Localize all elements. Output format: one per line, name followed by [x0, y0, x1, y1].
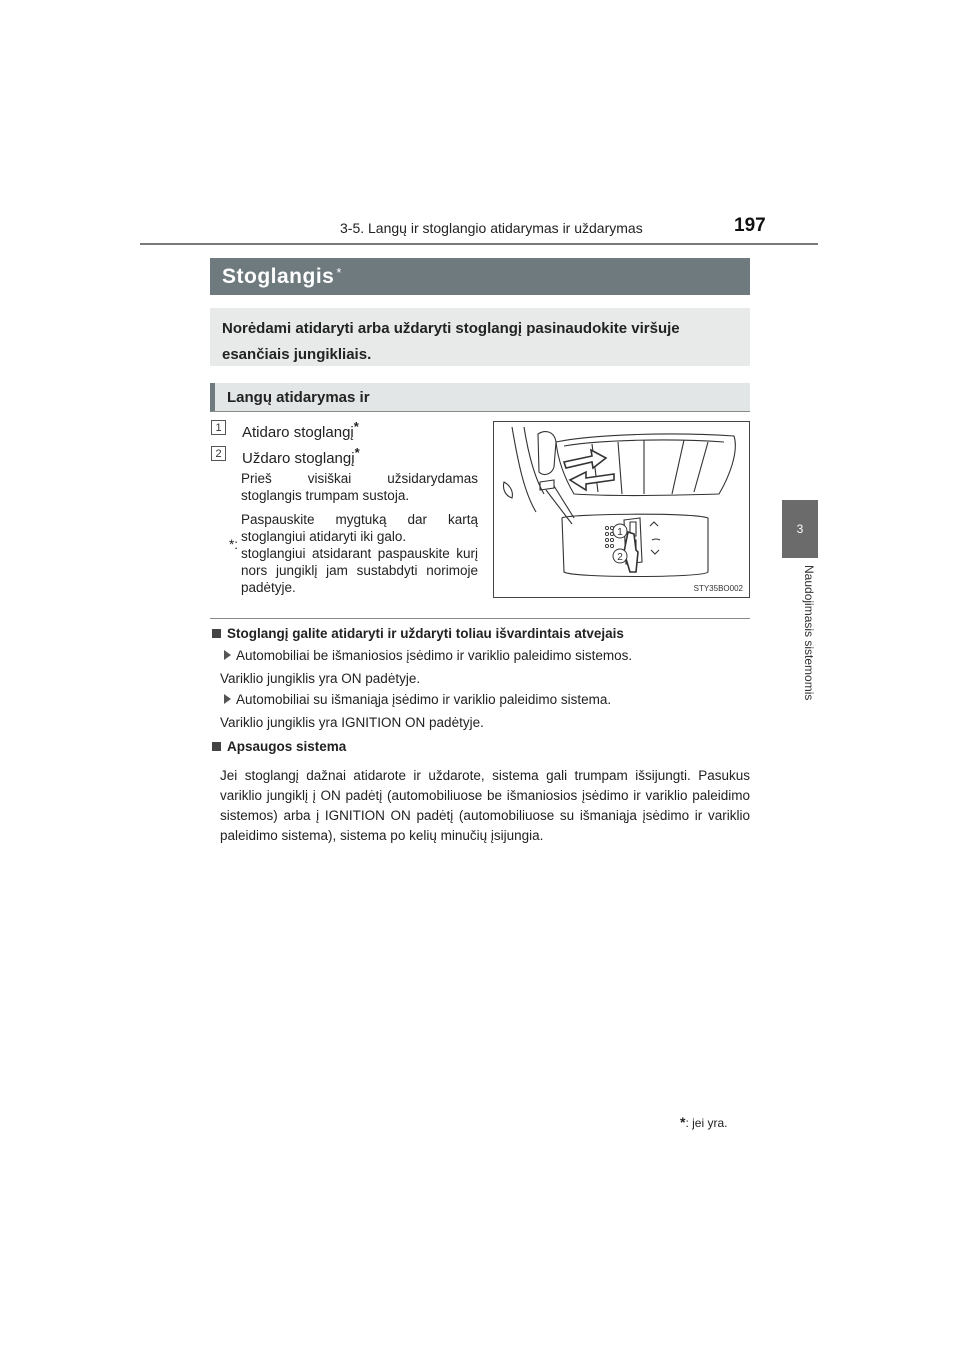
bullet-1-text: Automobiliai be išmaniosios įsėdimo ir variklio paleidimo sistemos.	[236, 648, 633, 663]
page-number: 197	[734, 215, 766, 236]
footnote-text: : jei yra.	[685, 1116, 728, 1130]
note-star: *:	[229, 537, 239, 552]
page-title-text: Stoglangis	[222, 264, 335, 288]
callout-1-label: 1	[617, 527, 623, 538]
section2-heading: Apsaugos sistema	[227, 739, 347, 754]
square-bullet-icon	[212, 742, 221, 751]
item-note	[229, 470, 478, 603]
page-title	[210, 258, 750, 295]
section2-heading-row	[212, 739, 346, 754]
subheading-rule	[210, 411, 750, 412]
section-divider	[210, 618, 750, 619]
note-paragraph-3: stoglangiui atsidarant paspauskite kurį nors jungiklį jam sustabdyti norimoje padėtyje.	[241, 546, 478, 595]
chapter-side-label: Naudojimasis sistemomis	[802, 565, 816, 701]
title-mark: *	[336, 265, 342, 280]
callout-2	[613, 549, 627, 563]
bullet-2-text: Automobiliai su išmaniąja įsėdimo ir variklio paleidimo sistema.	[236, 692, 612, 707]
sunroof-illustration	[494, 422, 750, 598]
footnote-mark: *	[680, 1114, 686, 1130]
chapter-tab	[782, 500, 818, 558]
header-section-title: 3-5. Langų ir stoglangio atidarymas ir uždarymas	[340, 220, 643, 236]
subheading: Langų atidarymas ir	[210, 383, 750, 411]
triangle-bullet-icon	[224, 694, 231, 704]
intro-box: Norėdami atidaryti arba uždaryti stoglangį pasinaudokite viršuje esančiais jungikliais.	[210, 308, 750, 366]
item-2-mark: *	[354, 445, 360, 460]
section2-paragraph: Jei stoglangį dažnai atidarote ir uždarote, sistema gali trumpam išsijungti. Pasukus variklio jungiklį į ON padėtį (automobiliuose be išmaniosios įsėdimo ir variklio paleidimo sistemos) arba į IGNITION ON padėtį (automobiliuose su išmaniąja įsėdimo ir variklio paleidimo sistema), sistema po kelių minučių įsijungia.	[220, 768, 750, 843]
callout-2-label: 2	[617, 552, 623, 563]
sunroof-switch-figure	[493, 421, 750, 598]
item-number-2: 2	[211, 446, 226, 461]
callout-1	[613, 524, 627, 538]
figure-code: STY35BO002	[693, 584, 743, 593]
footnote	[680, 1114, 727, 1130]
text-1: Variklio jungiklis yra ON padėtyje.	[220, 671, 421, 686]
header-rule	[140, 243, 818, 245]
triangle-bullet-icon	[224, 650, 231, 660]
section1-heading-row	[212, 626, 624, 641]
item-1	[242, 419, 359, 441]
note-paragraph-1: Prieš visiškai užsidarydamas stoglangis trumpam sustoja.	[241, 471, 478, 503]
item-2-label: Uždaro stoglangį	[242, 450, 355, 467]
item-number-1: 1	[211, 420, 226, 435]
section1-heading: Stoglangį galite atidaryti ir uždaryti toliau išvardintais atvejais	[227, 626, 624, 641]
square-bullet-icon	[212, 629, 221, 638]
item-1-label: Atidaro stoglangį	[242, 424, 354, 441]
bullet-1	[224, 648, 632, 663]
bullet-2	[224, 692, 611, 707]
item-1-mark: *	[353, 419, 359, 434]
chapter-number: 3	[796, 522, 804, 536]
note-paragraph-2: Paspauskite mygtuką dar kartą stoglangiui atidaryti iki galo.	[241, 512, 478, 544]
text-2: Variklio jungiklis yra IGNITION ON padėtyje.	[220, 715, 484, 730]
item-2	[242, 445, 360, 467]
